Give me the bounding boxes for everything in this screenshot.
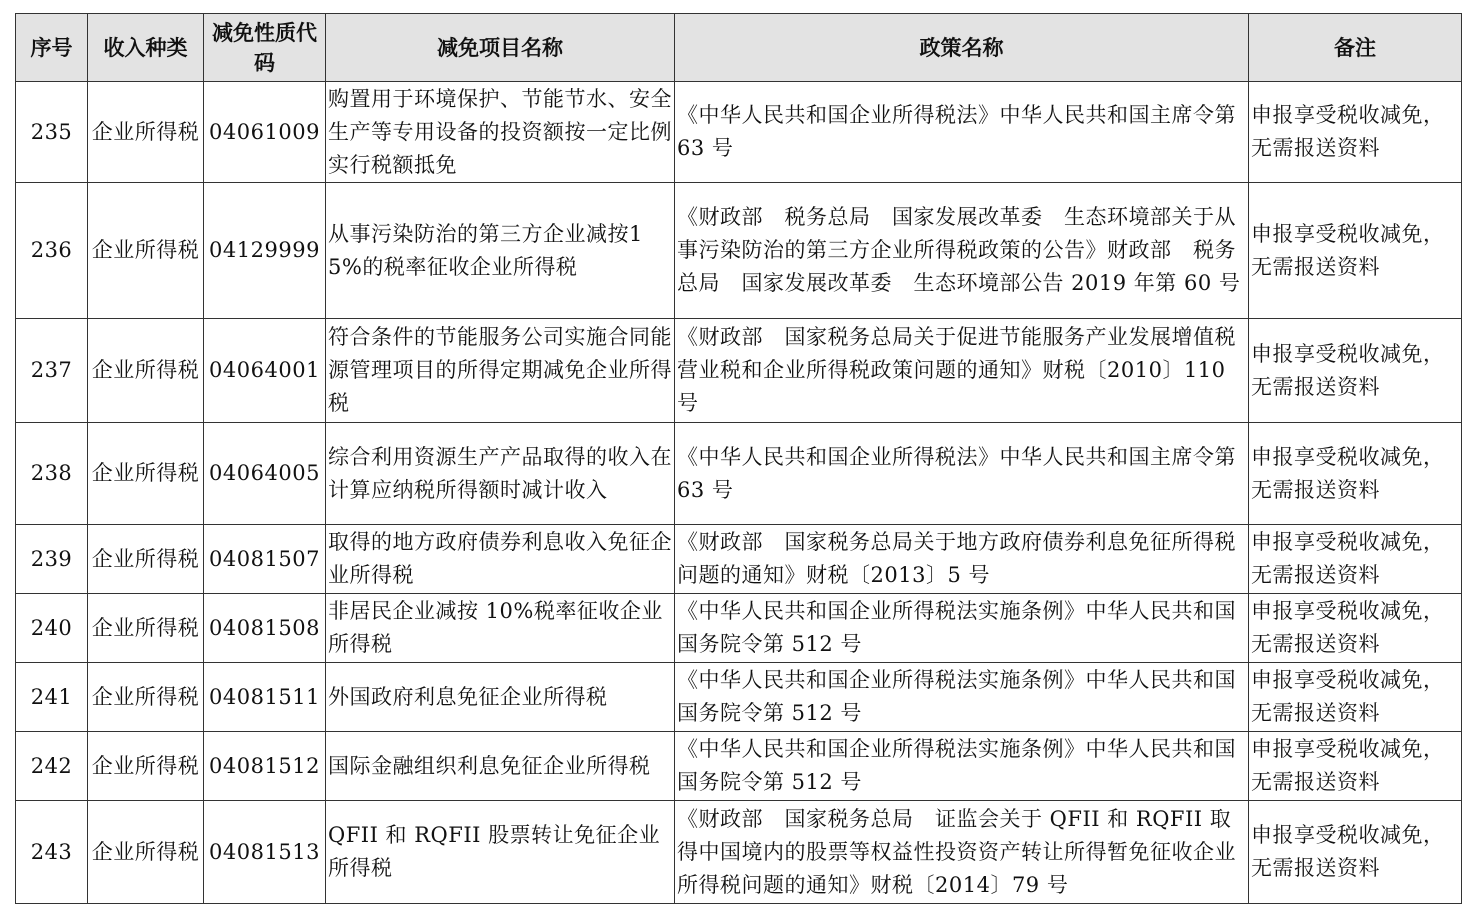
cell-income-type: 企业所得税 — [88, 82, 204, 183]
table-row — [16, 663, 1462, 732]
table-row — [16, 525, 1462, 594]
header-income-type: 收入种类 — [88, 14, 204, 82]
cell-relief-code: 04081511 — [204, 663, 326, 732]
cell-seq: 240 — [16, 594, 88, 663]
cell-relief-code: 04061009 — [204, 82, 326, 183]
cell-income-type: 企业所得税 — [88, 525, 204, 594]
cell-remark: 申报享受税收减免，无需报送资料 — [1249, 594, 1462, 663]
cell-relief-item: 购置用于环境保护、节能节水、安全生产等专用设备的投资额按一定比例实行税额抵免 — [326, 82, 675, 183]
cell-relief-code: 04081507 — [204, 525, 326, 594]
cell-remark: 申报享受税收减免，无需报送资料 — [1249, 663, 1462, 732]
cell-relief-item: 综合利用资源生产产品取得的收入在计算应纳税所得额时减计收入 — [326, 423, 675, 525]
cell-relief-code: 04064001 — [204, 319, 326, 423]
table-body — [16, 82, 1462, 904]
table-row — [16, 82, 1462, 183]
cell-relief-item: QFII 和 RQFII 股票转让免征企业所得税 — [326, 801, 675, 904]
table-row — [16, 801, 1462, 904]
table-row — [16, 594, 1462, 663]
tax-relief-table — [15, 13, 1462, 904]
table-row — [16, 183, 1462, 319]
table-row — [16, 732, 1462, 801]
cell-relief-item: 取得的地方政府债券利息收入免征企业所得税 — [326, 525, 675, 594]
header-seq: 序号 — [16, 14, 88, 82]
cell-seq: 237 — [16, 319, 88, 423]
cell-relief-item: 符合条件的节能服务公司实施合同能源管理项目的所得定期减免企业所得税 — [326, 319, 675, 423]
cell-income-type: 企业所得税 — [88, 183, 204, 319]
table-header-row — [16, 14, 1462, 82]
cell-income-type: 企业所得税 — [88, 663, 204, 732]
cell-policy-name: 《中华人民共和国企业所得税法实施条例》中华人民共和国国务院令第 512 号 — [675, 732, 1249, 801]
cell-income-type: 企业所得税 — [88, 732, 204, 801]
cell-remark: 申报享受税收减免，无需报送资料 — [1249, 82, 1462, 183]
cell-remark: 申报享受税收减免，无需报送资料 — [1249, 525, 1462, 594]
header-relief-code: 减免性质代码 — [204, 14, 326, 82]
cell-policy-name: 《中华人民共和国企业所得税法实施条例》中华人民共和国国务院令第 512 号 — [675, 594, 1249, 663]
cell-seq: 239 — [16, 525, 88, 594]
cell-income-type: 企业所得税 — [88, 594, 204, 663]
cell-seq: 241 — [16, 663, 88, 732]
cell-seq: 242 — [16, 732, 88, 801]
cell-policy-name: 《财政部 国家税务总局关于地方政府债券利息免征所得税问题的通知》财税〔2013〕5 号 — [675, 525, 1249, 594]
cell-relief-item: 外国政府利息免征企业所得税 — [326, 663, 675, 732]
header-remark: 备注 — [1249, 14, 1462, 82]
cell-seq: 238 — [16, 423, 88, 525]
cell-relief-item: 从事污染防治的第三方企业减按15%的税率征收企业所得税 — [326, 183, 675, 319]
cell-policy-name: 《财政部 国家税务总局关于促进节能服务产业发展增值税营业税和企业所得税政策问题的通知》财税〔2010〕110 号 — [675, 319, 1249, 423]
cell-policy-name: 《中华人民共和国企业所得税法》中华人民共和国主席令第 63 号 — [675, 423, 1249, 525]
header-policy-name: 政策名称 — [675, 14, 1249, 82]
cell-relief-code: 04081508 — [204, 594, 326, 663]
cell-remark: 申报享受税收减免，无需报送资料 — [1249, 423, 1462, 525]
cell-income-type: 企业所得税 — [88, 801, 204, 904]
cell-policy-name: 《财政部 税务总局 国家发展改革委 生态环境部关于从事污染防治的第三方企业所得税政策的公告》财政部 税务总局 国家发展改革委 生态环境部公告 2019 年第 60 号 — [675, 183, 1249, 319]
header-relief-item: 减免项目名称 — [326, 14, 675, 82]
cell-policy-name: 《中华人民共和国企业所得税法》中华人民共和国主席令第 63 号 — [675, 82, 1249, 183]
cell-relief-item: 非居民企业减按 10%税率征收企业所得税 — [326, 594, 675, 663]
cell-seq: 243 — [16, 801, 88, 904]
cell-relief-code: 04081512 — [204, 732, 326, 801]
cell-seq: 236 — [16, 183, 88, 319]
cell-relief-code: 04064005 — [204, 423, 326, 525]
cell-remark: 申报享受税收减免，无需报送资料 — [1249, 732, 1462, 801]
cell-income-type: 企业所得税 — [88, 319, 204, 423]
cell-income-type: 企业所得税 — [88, 423, 204, 525]
cell-remark: 申报享受税收减免，无需报送资料 — [1249, 319, 1462, 423]
cell-relief-item: 国际金融组织利息免征企业所得税 — [326, 732, 675, 801]
cell-seq: 235 — [16, 82, 88, 183]
cell-relief-code: 04081513 — [204, 801, 326, 904]
table-row — [16, 319, 1462, 423]
cell-relief-code: 04129999 — [204, 183, 326, 319]
cell-policy-name: 《中华人民共和国企业所得税法实施条例》中华人民共和国国务院令第 512 号 — [675, 663, 1249, 732]
cell-remark: 申报享受税收减免，无需报送资料 — [1249, 801, 1462, 904]
cell-remark: 申报享受税收减免，无需报送资料 — [1249, 183, 1462, 319]
table-row — [16, 423, 1462, 525]
cell-policy-name: 《财政部 国家税务总局 证监会关于 QFII 和 RQFII 取得中国境内的股票等权益性投资资产转让所得暂免征收企业所得税问题的通知》财税〔2014〕79 号 — [675, 801, 1249, 904]
